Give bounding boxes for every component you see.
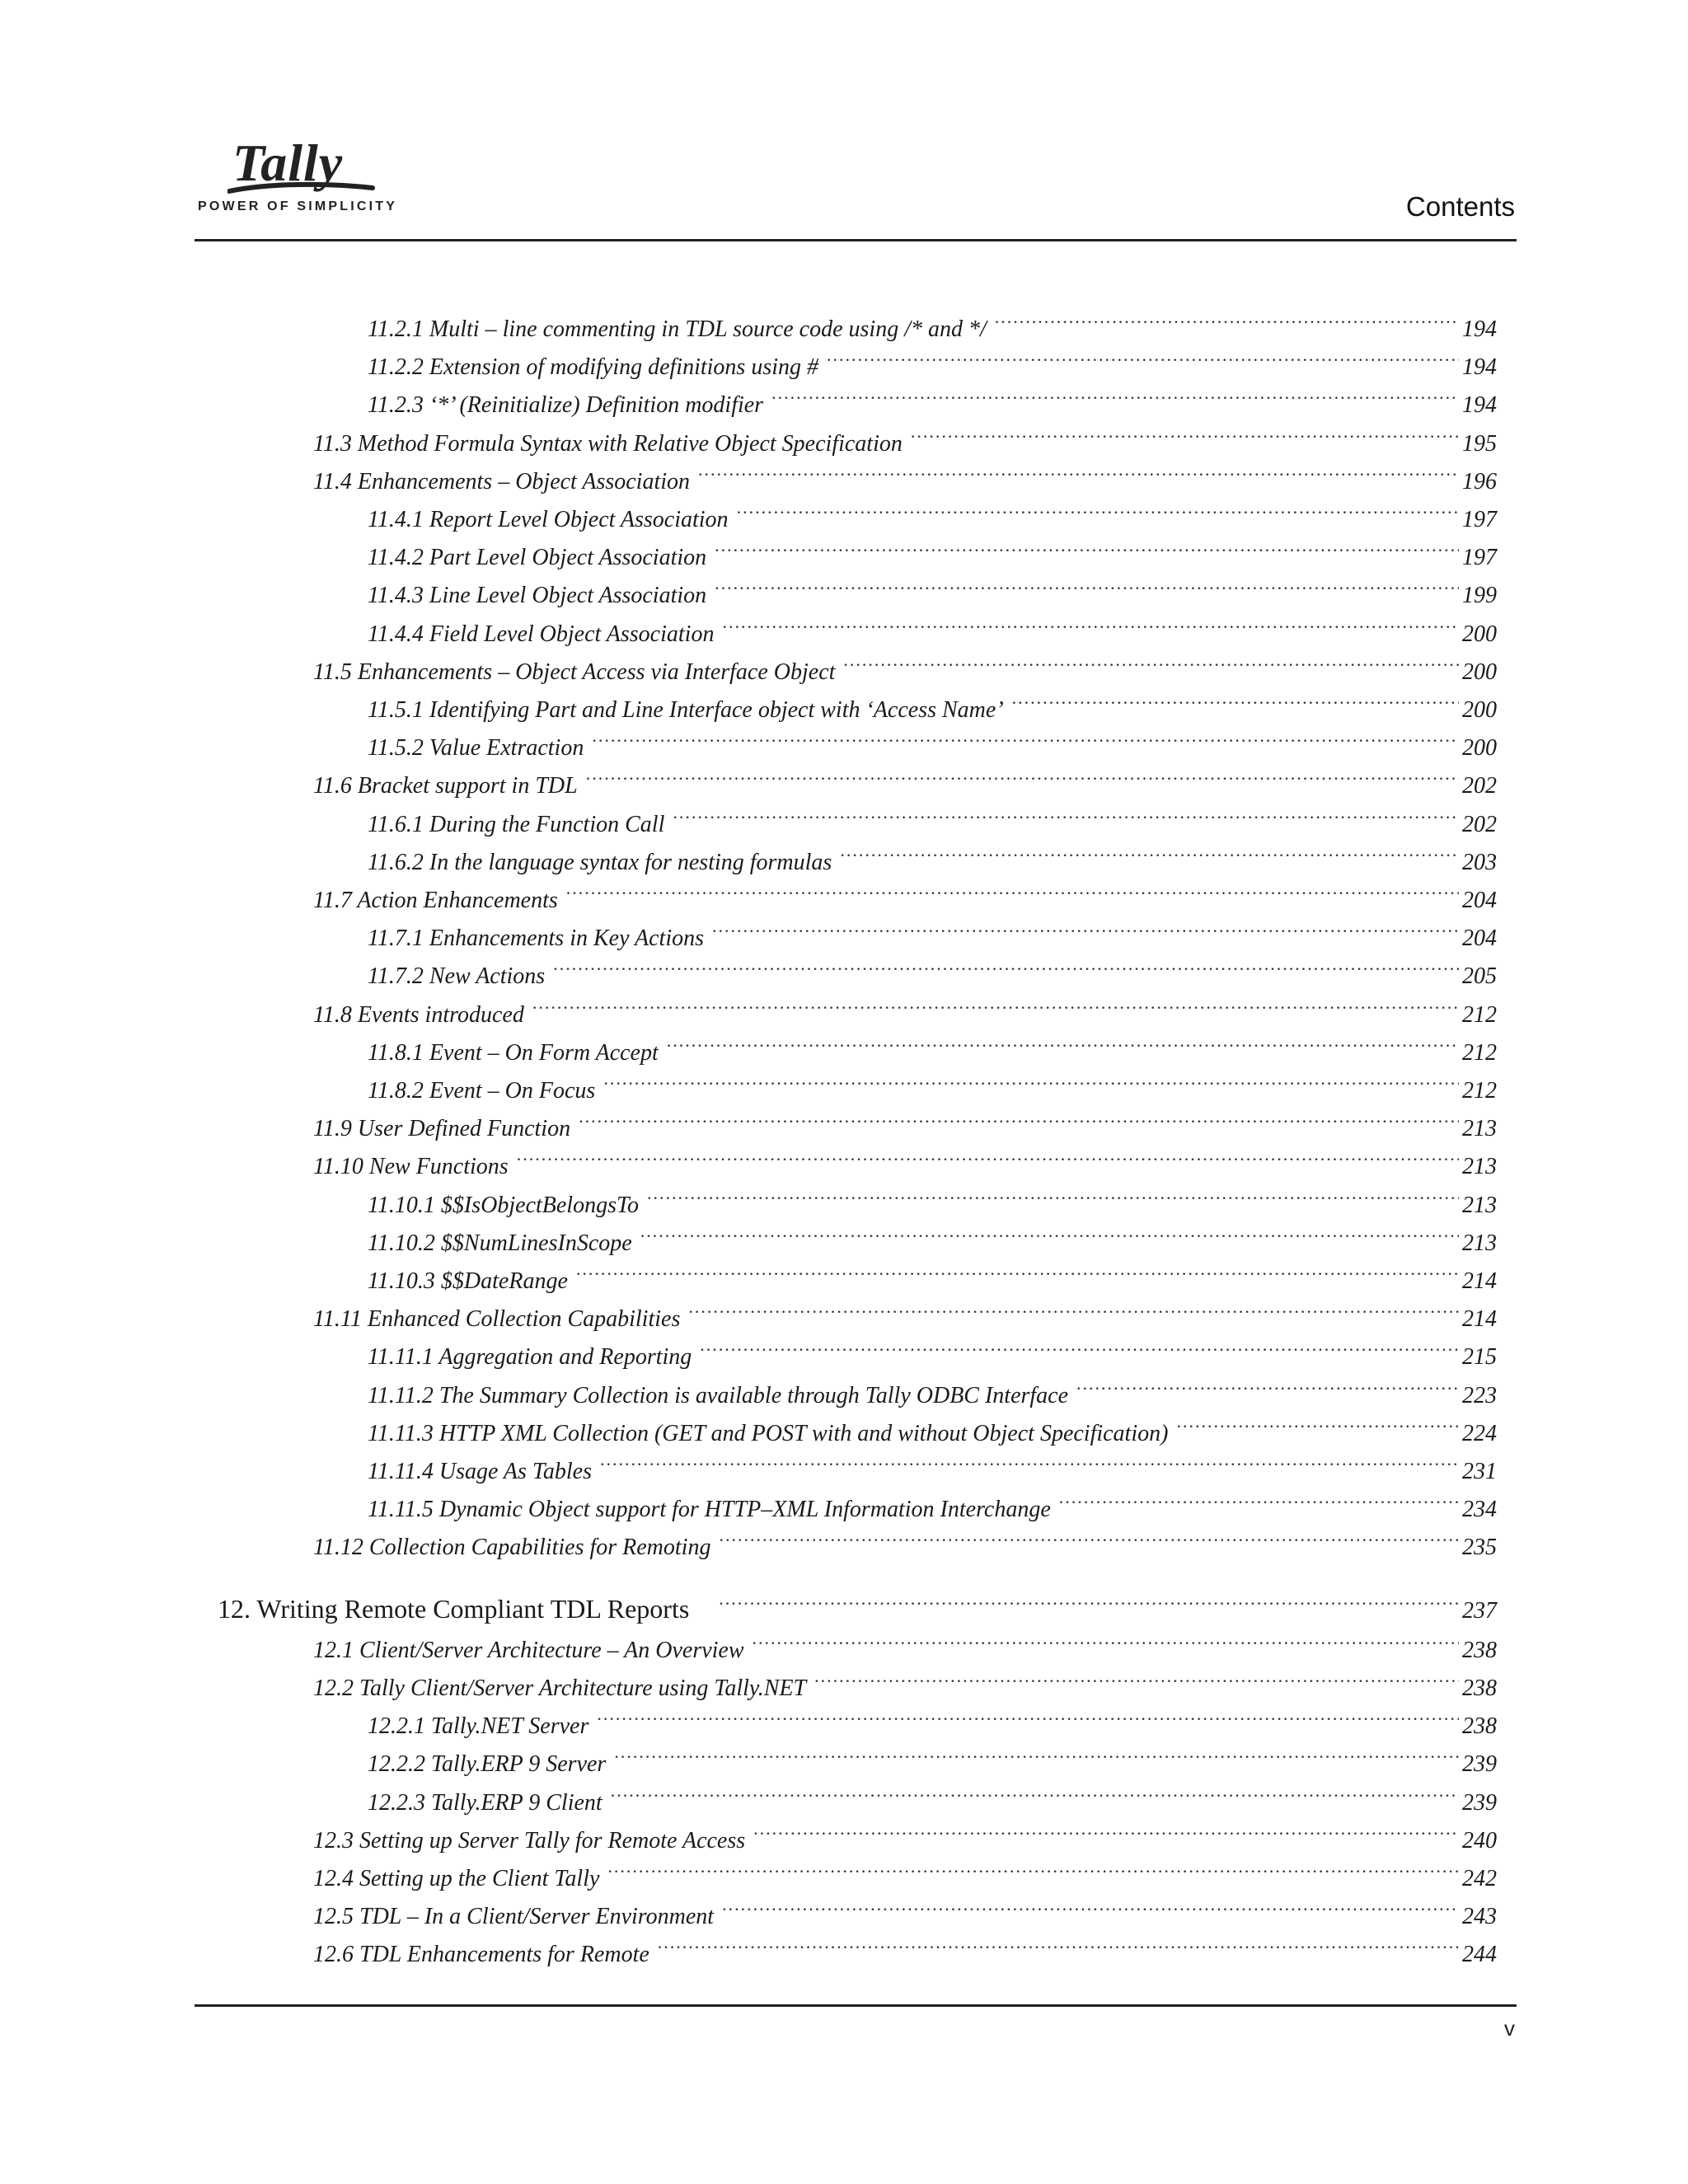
toc-entry[interactable] bbox=[313, 1516, 1497, 1560]
logo-tagline: POWER OF SIMPLICITY bbox=[198, 199, 398, 213]
toc-entry-page: 199 bbox=[1462, 583, 1497, 608]
toc-entry[interactable] bbox=[368, 603, 1497, 647]
toc-entry[interactable] bbox=[368, 1022, 1497, 1066]
toc-entry-title: 11.8 Events introduced bbox=[313, 1002, 524, 1028]
toc-entry[interactable] bbox=[368, 794, 1497, 837]
toc-entry-title: 11.10.1 $$IsObjectBelongsTo bbox=[368, 1193, 639, 1218]
toc-entry-page: 214 bbox=[1462, 1306, 1497, 1332]
toc-entry-page: 202 bbox=[1462, 812, 1497, 837]
toc-entry-title: 11.10 New Functions bbox=[313, 1154, 509, 1179]
toc-entry-title: 11.9 User Defined Function bbox=[313, 1116, 571, 1141]
toc-entry[interactable] bbox=[368, 374, 1497, 418]
toc-entry-title: 11.7.1 Enhancements in Key Actions bbox=[368, 926, 704, 951]
toc-entry[interactable] bbox=[368, 1441, 1497, 1484]
toc-dot-leader bbox=[1076, 1365, 1459, 1403]
toc-entry-title: 12.5 TDL – In a Client/Server Environment bbox=[313, 1904, 715, 1929]
toc-dot-leader bbox=[771, 374, 1459, 412]
toc-entry-title: 11.5.2 Value Extraction bbox=[368, 735, 584, 761]
toc-entry-title: 11.11 Enhanced Collection Capabilities bbox=[313, 1306, 681, 1332]
toc-dot-leader bbox=[753, 1619, 1459, 1657]
toc-entry-page: 200 bbox=[1462, 735, 1497, 761]
tally-logo bbox=[195, 132, 398, 223]
toc-entry-title: 12.3 Setting up Server Tally for Remote Access bbox=[313, 1828, 746, 1854]
toc-dot-leader bbox=[611, 1772, 1459, 1810]
toc-entry[interactable] bbox=[313, 1098, 1497, 1141]
toc-entry-title: 11.10.2 $$NumLinesInScope bbox=[368, 1230, 632, 1256]
toc-entry[interactable] bbox=[313, 1924, 1497, 1967]
toc-entry-title: 11.5.1 Identifying Part and Line Interface object with ‘Access Name’ bbox=[368, 697, 1004, 723]
toc-entry-page: 212 bbox=[1462, 1078, 1497, 1104]
toc-dot-leader bbox=[658, 1924, 1459, 1961]
toc-dot-leader bbox=[995, 298, 1459, 336]
toc-entry-title: 11.6.1 During the Function Call bbox=[368, 812, 665, 837]
toc-dot-leader bbox=[715, 565, 1459, 602]
toc-entry-page: 238 bbox=[1462, 1638, 1497, 1663]
toc-entry-title: 11.6 Bracket support in TDL bbox=[313, 773, 578, 799]
toc-dot-leader bbox=[576, 1250, 1459, 1288]
toc-entry-page: 196 bbox=[1462, 469, 1497, 494]
toc-dot-leader bbox=[579, 1098, 1459, 1136]
toc-dot-leader bbox=[1059, 1479, 1459, 1516]
toc-entry-title: 11.2.3 ‘*’ (Reinitialize) Definition modifier bbox=[368, 392, 764, 418]
toc-entry-page: 235 bbox=[1462, 1535, 1497, 1560]
toc-entry[interactable] bbox=[313, 451, 1497, 494]
toc-entry-title: 12. Writing Remote Compliant TDL Reports bbox=[218, 1594, 690, 1624]
toc-entry[interactable] bbox=[368, 336, 1497, 380]
toc-entry-page: 204 bbox=[1462, 888, 1497, 913]
toc-entry[interactable] bbox=[368, 1733, 1497, 1777]
toc-entry-page: 200 bbox=[1462, 659, 1497, 685]
toc-entry-page: 200 bbox=[1462, 621, 1497, 647]
toc-dot-leader bbox=[603, 1060, 1459, 1098]
toc-entry[interactable] bbox=[313, 641, 1497, 685]
toc-entry-title: 11.4 Enhancements – Object Association bbox=[313, 469, 690, 494]
toc-entry-title: 11.11.4 Usage As Tables bbox=[368, 1459, 592, 1484]
toc-entry-title: 11.11.3 HTTP XML Collection (GET and POST with and without Object Specification) bbox=[368, 1421, 1169, 1446]
toc-entry-page: 213 bbox=[1462, 1230, 1497, 1256]
toc-entry[interactable] bbox=[313, 413, 1497, 457]
toc-dot-leader bbox=[1176, 1403, 1459, 1441]
toc-dot-leader bbox=[667, 1022, 1459, 1060]
toc-entry-title: 12.1 Client/Server Architecture – An Overview bbox=[313, 1638, 744, 1663]
toc-entry-page: 223 bbox=[1462, 1383, 1497, 1408]
toc-entry-page: 203 bbox=[1462, 850, 1497, 875]
footer-divider bbox=[195, 2004, 1517, 2007]
toc-entry-title: 11.5 Enhancements – Object Access via Interface Object bbox=[313, 659, 836, 685]
toc-dot-leader bbox=[553, 945, 1459, 983]
toc-dot-leader bbox=[715, 527, 1459, 565]
toc-dot-leader bbox=[673, 794, 1459, 832]
toc-entry-page: 238 bbox=[1462, 1675, 1497, 1701]
toc-entry[interactable] bbox=[368, 298, 1497, 342]
toc-entry[interactable] bbox=[368, 907, 1497, 951]
toc-dot-leader bbox=[614, 1733, 1459, 1771]
toc-dot-leader bbox=[592, 717, 1459, 755]
toc-entry[interactable] bbox=[313, 755, 1497, 799]
toc-entry[interactable] bbox=[368, 679, 1497, 723]
toc-dot-leader bbox=[753, 1810, 1459, 1848]
toc-dot-leader bbox=[737, 489, 1459, 527]
toc-entry-page: 239 bbox=[1462, 1790, 1497, 1816]
toc-dot-leader bbox=[911, 413, 1459, 451]
toc-entry-page: 202 bbox=[1462, 773, 1497, 799]
toc-dot-leader bbox=[712, 907, 1459, 945]
toc-entry-page: 215 bbox=[1462, 1344, 1497, 1370]
toc-entry[interactable] bbox=[368, 1060, 1497, 1104]
toc-entry[interactable] bbox=[313, 1136, 1497, 1179]
toc-entry-page: 214 bbox=[1462, 1268, 1497, 1294]
toc-entry-page: 194 bbox=[1462, 354, 1497, 380]
toc-dot-leader bbox=[722, 1886, 1459, 1924]
toc-entry-title: 11.4.1 Report Level Object Association bbox=[368, 507, 729, 532]
toc-entry-title: 11.8.1 Event – On Form Accept bbox=[368, 1040, 659, 1066]
toc-entry[interactable] bbox=[313, 1848, 1497, 1891]
toc-entry[interactable] bbox=[313, 1619, 1497, 1663]
toc-entry-page: 224 bbox=[1462, 1421, 1497, 1446]
toc-entry-page: 213 bbox=[1462, 1154, 1497, 1179]
toc-entry[interactable] bbox=[368, 1365, 1497, 1408]
toc-dot-leader bbox=[607, 1848, 1459, 1886]
toc-dot-leader bbox=[597, 1695, 1459, 1733]
toc-entry-page: 231 bbox=[1462, 1459, 1497, 1484]
toc-entry[interactable] bbox=[368, 1174, 1497, 1218]
toc-entry-page: 213 bbox=[1462, 1116, 1497, 1141]
toc-entry[interactable] bbox=[368, 1479, 1497, 1522]
toc-entry[interactable] bbox=[368, 945, 1497, 989]
toc-entry[interactable] bbox=[313, 1810, 1497, 1854]
toc-entry[interactable] bbox=[368, 1326, 1497, 1370]
toc-entry[interactable] bbox=[368, 1212, 1497, 1256]
toc-entry-page: 212 bbox=[1462, 1040, 1497, 1066]
toc-dot-leader bbox=[719, 1516, 1459, 1554]
toc-entry-page: 240 bbox=[1462, 1828, 1497, 1854]
toc-entry-page: 200 bbox=[1462, 697, 1497, 723]
page-number: v bbox=[1504, 2016, 1515, 2041]
toc-entry[interactable] bbox=[313, 1288, 1497, 1332]
toc-entry[interactable] bbox=[368, 832, 1497, 875]
toc-entry[interactable] bbox=[368, 527, 1497, 570]
toc-dot-leader bbox=[840, 832, 1459, 869]
toc-dot-leader bbox=[640, 1212, 1459, 1250]
toc-entry-title: 11.10.3 $$DateRange bbox=[368, 1268, 568, 1294]
toc-dot-leader bbox=[688, 1288, 1459, 1326]
toc-entry-title: 11.6.2 In the language syntax for nesting formulas bbox=[368, 850, 832, 875]
toc-entry-title: 11.3 Method Formula Syntax with Relative Object Specification bbox=[313, 431, 903, 457]
header-divider bbox=[195, 239, 1517, 241]
toc-dot-leader bbox=[1012, 679, 1459, 717]
toc-entry-title: 11.2.1 Multi – line commenting in TDL source code using /* and */ bbox=[368, 316, 987, 342]
toc-entry-title: 12.2.3 Tally.ERP 9 Client bbox=[368, 1790, 603, 1816]
toc-entry-page: 212 bbox=[1462, 1002, 1497, 1028]
toc-entry-page: 194 bbox=[1462, 316, 1497, 342]
page-title: Contents bbox=[1405, 191, 1515, 222]
toc-entry[interactable] bbox=[368, 717, 1497, 761]
toc-dot-leader bbox=[586, 755, 1459, 793]
toc-entry[interactable] bbox=[313, 984, 1497, 1028]
toc-entry-title: 12.2 Tally Client/Server Architecture using Tally.NET bbox=[313, 1675, 807, 1701]
toc-entry-title: 12.2.1 Tally.NET Server bbox=[368, 1713, 589, 1739]
toc-dot-leader bbox=[532, 984, 1459, 1022]
toc-entry-page: 197 bbox=[1462, 545, 1497, 570]
toc-dot-leader bbox=[719, 1580, 1459, 1618]
toc-dot-leader bbox=[566, 869, 1459, 907]
toc-chapter-entry[interactable] bbox=[218, 1580, 1497, 1624]
toc-entry-page: 213 bbox=[1462, 1193, 1497, 1218]
toc-entry[interactable] bbox=[368, 489, 1497, 532]
toc-entry-title: 11.7 Action Enhancements bbox=[313, 888, 558, 913]
toc-entry-page: 194 bbox=[1462, 392, 1497, 418]
toc-entry-title: 12.6 TDL Enhancements for Remote bbox=[313, 1942, 649, 1967]
toc-entry[interactable] bbox=[368, 565, 1497, 608]
toc-entry[interactable] bbox=[368, 1695, 1497, 1739]
toc-entry-page: 205 bbox=[1462, 963, 1497, 989]
toc-entry-title: 11.11.2 The Summary Collection is available through Tally ODBC Interface bbox=[368, 1383, 1069, 1408]
toc-entry[interactable] bbox=[313, 1657, 1497, 1701]
toc-dot-leader bbox=[843, 641, 1459, 679]
toc-entry-page: 242 bbox=[1462, 1866, 1497, 1891]
toc-dot-leader bbox=[600, 1441, 1459, 1479]
toc-dot-leader bbox=[517, 1136, 1459, 1174]
toc-entry[interactable] bbox=[313, 869, 1497, 913]
toc-entry-title: 11.12 Collection Capabilities for Remoting bbox=[313, 1535, 711, 1560]
toc-entry-page: 234 bbox=[1462, 1497, 1497, 1522]
toc-entry[interactable] bbox=[313, 1886, 1497, 1929]
toc-dot-leader bbox=[827, 336, 1459, 374]
logo-wordmark: Tally bbox=[232, 134, 344, 192]
toc-dot-leader bbox=[700, 1326, 1459, 1364]
toc-entry-title: 11.11.1 Aggregation and Reporting bbox=[368, 1344, 692, 1370]
toc-dot-leader bbox=[647, 1174, 1459, 1212]
toc-dot-leader bbox=[814, 1657, 1459, 1695]
toc-entry-page: 243 bbox=[1462, 1904, 1497, 1929]
toc-dot-leader bbox=[698, 451, 1459, 489]
toc-dot-leader bbox=[722, 603, 1459, 641]
logo-swoosh-icon bbox=[227, 180, 376, 196]
toc-entry-title: 11.4.4 Field Level Object Association bbox=[368, 621, 715, 647]
toc-entry-title: 11.7.2 New Actions bbox=[368, 963, 546, 989]
toc-entry-page: 244 bbox=[1462, 1942, 1497, 1967]
toc-entry-page: 195 bbox=[1462, 431, 1497, 457]
toc-entry-page: 238 bbox=[1462, 1713, 1497, 1739]
toc-entry-page: 239 bbox=[1462, 1751, 1497, 1777]
toc-entry-title: 11.11.5 Dynamic Object support for HTTP–XML Information Interchange bbox=[368, 1497, 1051, 1522]
toc-entry-title: 12.2.2 Tally.ERP 9 Server bbox=[368, 1751, 607, 1777]
toc-entry-title: 11.2.2 Extension of modifying definitions using # bbox=[368, 354, 818, 380]
toc-entry[interactable] bbox=[368, 1250, 1497, 1294]
toc-entry-title: 11.8.2 Event – On Focus bbox=[368, 1078, 596, 1104]
toc-entry-page: 237 bbox=[1462, 1598, 1497, 1624]
toc-entry[interactable] bbox=[368, 1772, 1497, 1816]
toc-entry-page: 204 bbox=[1462, 926, 1497, 951]
toc-entry-title: 12.4 Setting up the Client Tally bbox=[313, 1866, 600, 1891]
toc-entry-title: 11.4.3 Line Level Object Association bbox=[368, 583, 707, 608]
toc-entry-page: 197 bbox=[1462, 507, 1497, 532]
toc-entry[interactable] bbox=[368, 1403, 1497, 1446]
toc-entry-title: 11.4.2 Part Level Object Association bbox=[368, 545, 707, 570]
